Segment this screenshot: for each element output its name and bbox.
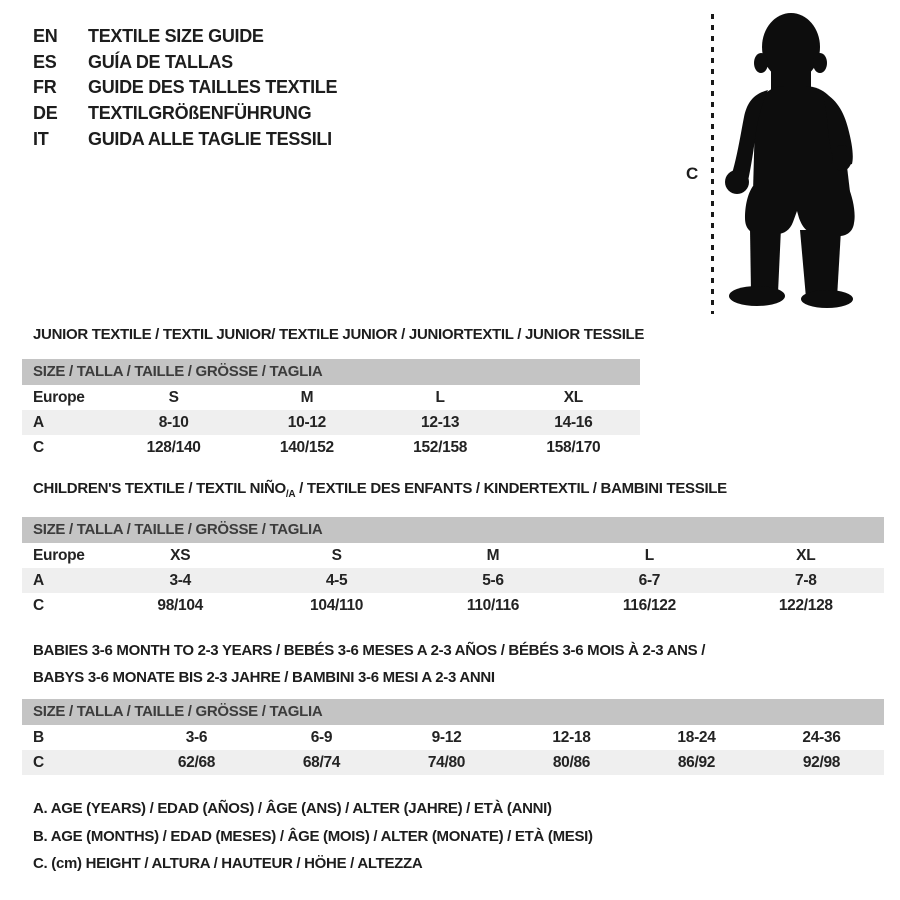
- note-a: A. AGE (YEARS) / EDAD (AÑOS) / ÂGE (ANS) / ALTER (JAHRE) / ETÀ (ANNI): [33, 800, 552, 817]
- language-title-block: [33, 24, 337, 152]
- cell: 12-18: [552, 728, 591, 746]
- cell: 18-24: [677, 728, 716, 746]
- lang-label: GUÍA DE TALLAS: [88, 51, 233, 72]
- lang-line-de: [33, 101, 337, 127]
- row-label: C: [33, 596, 44, 614]
- lang-line-en: [33, 24, 337, 50]
- cell: 122/128: [778, 596, 833, 614]
- cell: 3-4: [169, 571, 191, 589]
- cell: XL: [563, 388, 583, 406]
- table-row: [22, 568, 884, 593]
- children-size-table: [22, 517, 884, 618]
- baby-silhouette-icon: [700, 5, 890, 315]
- cell: 14-16: [554, 413, 593, 431]
- row-label: C: [33, 753, 44, 771]
- cell: 62/68: [177, 753, 216, 771]
- babies-title-line2: BABYS 3-6 MONATE BIS 2-3 JAHRE / BAMBINI 3-6 MESI A 2-3 ANNI: [33, 669, 495, 686]
- babies-section-title: [33, 637, 705, 691]
- note-c: C. (cm) HEIGHT / ALTURA / HAUTEUR / HÖHE / ALTEZZA: [33, 855, 423, 872]
- cell: XL: [796, 546, 816, 564]
- cell: 98/104: [157, 596, 203, 614]
- cell: 80/86: [552, 753, 591, 771]
- lang-code: EN: [33, 26, 58, 47]
- row-label: A: [33, 413, 44, 431]
- children-section-title: [33, 480, 727, 500]
- cell: S: [331, 546, 342, 564]
- lang-line-it: [33, 126, 337, 152]
- size-header-bar: SIZE / TALLA / TAILLE / GRÖSSE / TAGLIA: [22, 359, 640, 385]
- cell: 128/140: [146, 438, 201, 456]
- lang-label: TEXTILGRÖßENFÜHRUNG: [88, 103, 312, 124]
- cell: 68/74: [302, 753, 341, 771]
- row-label: C: [33, 438, 44, 456]
- cell: XS: [170, 546, 191, 564]
- table-row: [22, 725, 884, 750]
- table-row: [22, 410, 640, 435]
- cell: 24-36: [802, 728, 841, 746]
- table-row: [22, 750, 884, 775]
- lang-label: TEXTILE SIZE GUIDE: [88, 26, 264, 47]
- size-header-bar: SIZE / TALLA / TAILLE / GRÖSSE / TAGLIA: [22, 699, 884, 725]
- lang-code: IT: [33, 128, 49, 149]
- cell: 9-12: [431, 728, 462, 746]
- cell: 5-6: [482, 571, 504, 589]
- row-label: A: [33, 571, 44, 589]
- cell: 10-12: [287, 413, 326, 431]
- cell: 86/92: [677, 753, 716, 771]
- lang-line-es: [33, 50, 337, 76]
- cell: 152/158: [413, 438, 468, 456]
- cell: 140/152: [279, 438, 334, 456]
- lang-code: ES: [33, 51, 57, 72]
- table-row: [22, 435, 640, 460]
- size-header-bar: SIZE / TALLA / TAILLE / GRÖSSE / TAGLIA: [22, 517, 884, 543]
- cell: M: [486, 546, 500, 564]
- cell: 3-6: [185, 728, 208, 746]
- children-title-part2: / TEXTILE DES ENFANTS / KINDERTEXTIL / BAMBINI TESSILE: [295, 480, 727, 497]
- cell: 110/116: [466, 596, 520, 614]
- table-row: [22, 543, 884, 568]
- legend-notes: [33, 795, 593, 878]
- cell: 158/170: [546, 438, 601, 456]
- cell: M: [300, 388, 314, 406]
- lang-code: FR: [33, 77, 57, 98]
- row-label: B: [33, 728, 44, 746]
- children-title-part1: CHILDREN'S TEXTILE / TEXTIL NIÑO: [33, 480, 286, 497]
- cell: 116/122: [622, 596, 676, 614]
- cell: L: [644, 546, 654, 564]
- cell: 7-8: [795, 571, 817, 589]
- height-measure-label: C: [686, 164, 698, 183]
- cell: 4-5: [325, 571, 348, 589]
- babies-size-table: [22, 699, 884, 775]
- note-b: B. AGE (MONTHS) / EDAD (MESES) / ÂGE (MOIS) / ALTER (MONATE) / ETÀ (MESI): [33, 827, 593, 845]
- cell: 12-13: [421, 413, 460, 431]
- babies-title-line1: BABIES 3-6 MONTH TO 2-3 YEARS / BEBÉS 3-6 MESES A 2-3 AÑOS / BÉBÉS 3-6 MOIS À 2-3 ANS /: [33, 642, 706, 659]
- junior-size-table: [22, 359, 640, 460]
- lang-code: DE: [33, 103, 58, 124]
- junior-section-title: JUNIOR TEXTILE / TEXTIL JUNIOR/ TEXTILE JUNIOR / JUNIORTEXTIL / JUNIOR TESSILE: [33, 326, 645, 343]
- children-title-subscript: /A: [285, 489, 296, 500]
- row-label: Europe: [33, 546, 85, 564]
- cell: 92/98: [802, 753, 841, 771]
- cell: 8-10: [158, 413, 189, 431]
- cell: S: [168, 388, 179, 406]
- row-label: Europe: [33, 388, 85, 406]
- lang-label: GUIDE DES TAILLES TEXTILE: [88, 77, 338, 98]
- cell: 74/80: [427, 753, 466, 771]
- cell: 6-7: [638, 571, 661, 589]
- cell: L: [435, 388, 445, 406]
- table-row: [22, 385, 640, 410]
- cell: 6-9: [310, 728, 333, 746]
- table-row: [22, 593, 884, 618]
- lang-label: GUIDA ALLE TAGLIE TESSILI: [88, 128, 332, 149]
- lang-line-fr: [33, 75, 337, 101]
- cell: 104/110: [310, 596, 364, 614]
